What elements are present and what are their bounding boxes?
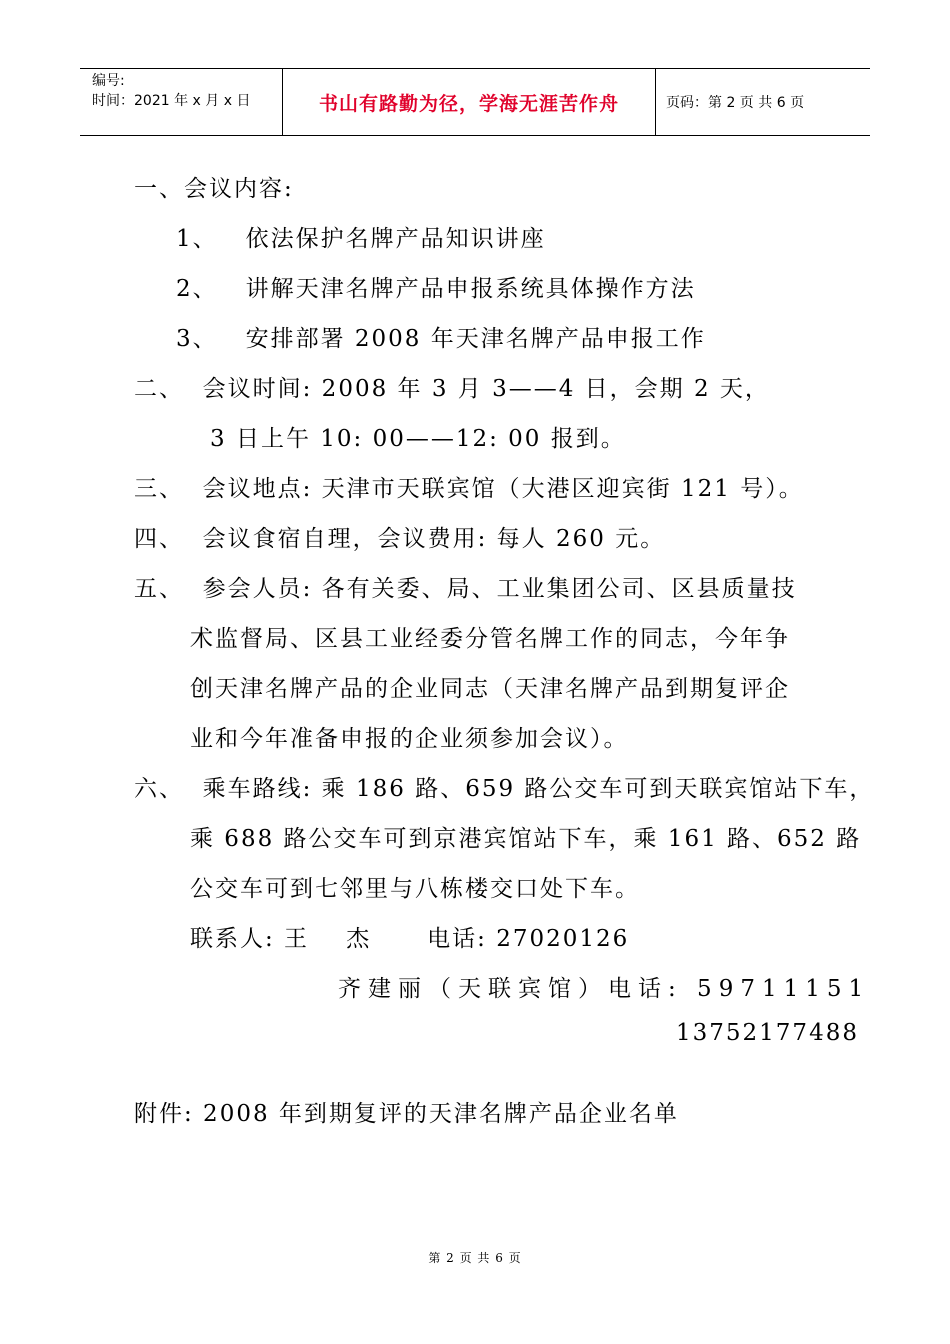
content-item-3: 3、 安排部署 2008 年天津名牌产品申报工作 — [176, 326, 706, 352]
header-info — [80, 69, 280, 135]
section-cost: 四、 会议食宿自理，会议费用: 每人 260 元。 — [134, 526, 666, 552]
header-page-cell — [656, 69, 870, 135]
section-attendees-line-2: 术监督局、区县工业经委分管名牌工作的同志，今年争 — [190, 626, 790, 652]
number-label: 编号: — [92, 73, 125, 89]
page-footer: 第 2 页 共 6 页 — [428, 1251, 522, 1265]
time-label: 时间：2021 年 x 月 x 日 — [92, 93, 251, 109]
section-attendees-line-4: 业和今年准备申报的企业须参加会议）。 — [190, 726, 629, 752]
section-transport: 六、 乘车路线: 乘 186 路、659 路公交车可到天联宾馆站下车， — [134, 776, 875, 802]
section-transport-line-2: 乘 688 路公交车可到京港宾馆站下车，乘 161 路、652 路 — [190, 826, 862, 852]
content-item-1: 1、 依法保护名牌产品知识讲座 — [176, 226, 546, 252]
page-label: 页码：第 2 页 共 6 页 — [666, 95, 805, 111]
section-attendees-line-3: 创天津名牌产品的企业同志（天津名牌产品到期复评企 — [190, 676, 790, 702]
section-location: 三、 会议地点: 天津市天联宾馆（大港区迎宾街 121 号）。 — [134, 476, 804, 502]
content-item-2: 2、 讲解天津名牌产品申报系统具体操作方法 — [176, 276, 696, 302]
header-motto-cell — [282, 69, 656, 135]
contact-mobile: 13752177488 — [676, 1020, 859, 1046]
page-header — [80, 68, 870, 136]
section-content-heading: 一、会议内容: — [134, 176, 294, 202]
attachment-line: 附件: 2008 年到期复评的天津名牌产品企业名单 — [134, 1101, 679, 1127]
contact-person-2: 齐建丽（天联宾馆）电话: 59711151 — [338, 976, 871, 1002]
section-time: 二、 会议时间: 2008 年 3 月 3——4 日，会期 2 天， — [134, 376, 770, 402]
motto: 书山有路勤为径，学海无涯苦作舟 — [318, 92, 619, 115]
section-attendees: 五、 参会人员: 各有关委、局、工业集团公司、区县质量技 — [134, 576, 797, 602]
contact-person-1: 联系人: 王 杰 电话: 27020126 — [190, 926, 630, 952]
section-time-checkin: 3 日上午 10: 00——12: 00 报到。 — [210, 426, 626, 452]
section-transport-line-3: 公交车可到七邻里与八栋楼交口处下车。 — [190, 876, 640, 902]
